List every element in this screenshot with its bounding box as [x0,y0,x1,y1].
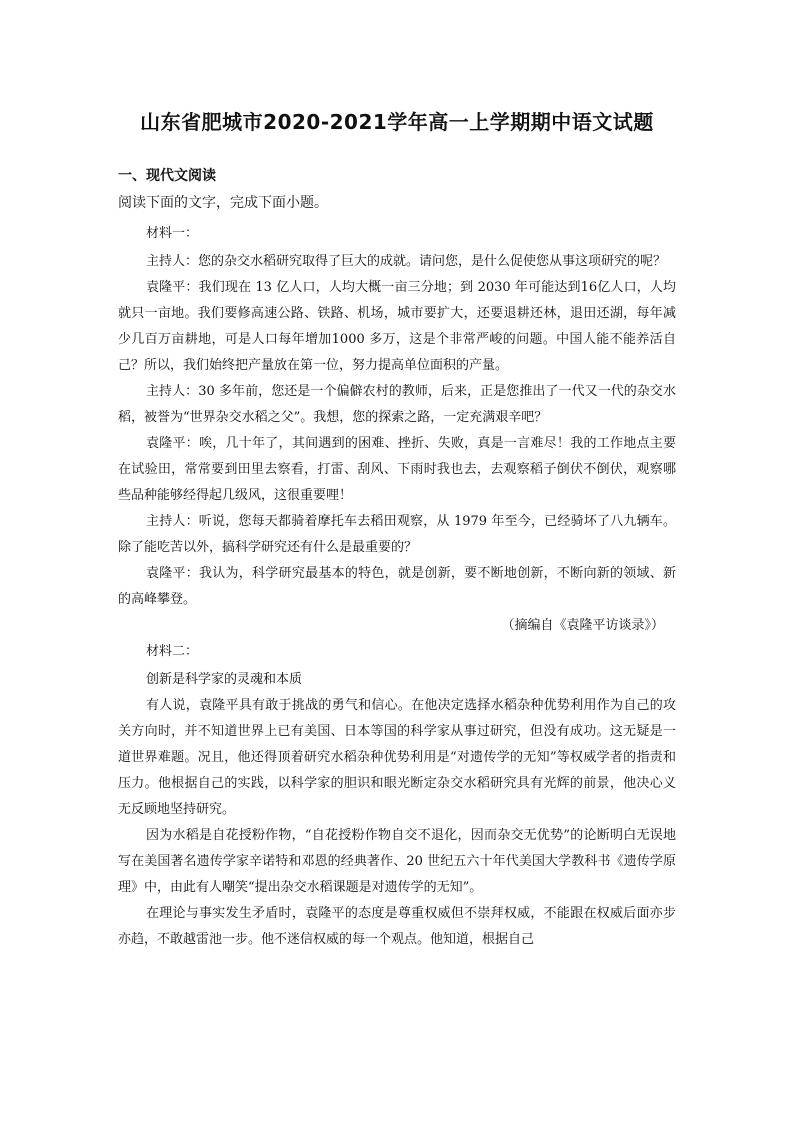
interview-paragraph: 袁隆平：唉，几十年了，其间遇到的困难、挫折、失败，真是一言难尽！我的工作地点主要在试验田，常常要到田里去察看，打雷、刮风、下雨时我也去，去观察稻子倒伏不倒伏，观察哪些品种能够经得起几级风，这很重要哩！ [118,436,676,503]
interview-paragraph: 袁隆平：我们现在 13 亿人口，人均大概一亩三分地；到 2030 年可能达到16亿人口，人均就只一亩地。我们要修高速公路、铁路、机场，城市要扩大，还要退耕还林，退田还湖，每年减少几百万亩耕地，可是人口每年增加1000 多万，这是个非常严峻的问题。中国人能不能养活自己？所以，我们始终把产量放在第一位，努力提高单位面积的产量。 [118,280,676,373]
exam-page [118,96,676,953]
reading-instruction: 阅读下面的文字，完成下面小题。 [118,195,328,211]
article-paragraph: 在理论与事实发生矛盾时，袁隆平的态度是尊重权威但不崇拜权威，不能跟在权威后面亦步亦趋，不敢越雷池一步。他不迷信权威的每一个观点。他知道，根据自己 [118,906,676,947]
article-paragraph: 因为水稻是自花授粉作物，“自花授粉作物自交不退化，因而杂交无优势”的论断明白无误地写在美国著名遗传学家辛诺特和邓恩的经典著作、20 世纪五六十年代美国大学教科书《遗传学原理》中，由此有人嘲笑“提出杂交水稻课题是对遗传学的无知”。 [118,828,676,895]
material-two-subheading: 创新是科学家的灵魂和本质 [146,672,303,687]
interview-paragraph: 主持人：您的杂交水稻研究取得了巨大的成就。请问您，是什么促使您从事这项研究的呢？ [146,254,667,269]
material-one-label: 材料一： [146,226,199,241]
interview-paragraph: 袁隆平：我认为，科学研究最基本的特色，就是创新，要不断地创新，不断向新的领域、新的高峰攀登。 [118,566,676,607]
interview-paragraph: 主持人：听说，您每天都骑着摩托车去稻田观察，从 1979 年至今，已经骑坏了八九辆车。除了能吃苦以外，搞科学研究还有什么是最重要的？ [118,514,676,555]
article-paragraph: 有人说，袁隆平具有敢于挑战的勇气和信心。在他决定选择水稻杂种优势利用作为自己的攻关方向时，并不知道世界上已有美国、日本等国的科学家从事过研究，但没有成功。这无疑是一道世界难题。况且，他还得顶着研究水稻杂种优势利用是“对遗传学的无知”等权威学者的指责和压力。他根据自己的实践，以科学家的胆识和眼光断定杂交水稻研究具有光辉的前景，他决心义无反顾地坚持研究。 [118,698,676,817]
material-one-source: （摘编自《袁隆平访谈录》） [501,618,664,633]
material-two-label: 材料二： [146,644,199,659]
page-title: 山东省肥城市2020-2021学年高一上学期期中语文试题 [140,110,654,134]
section-heading: 一、现代文阅读 [118,168,216,184]
interview-paragraph: 主持人：30 多年前，您还是一个偏僻农村的教师，后来，正是您推出了一代又一代的杂交水稻，被誉为“世界杂交水稻之父”。我想，您的探索之路，一定充满艰辛吧？ [118,384,676,425]
